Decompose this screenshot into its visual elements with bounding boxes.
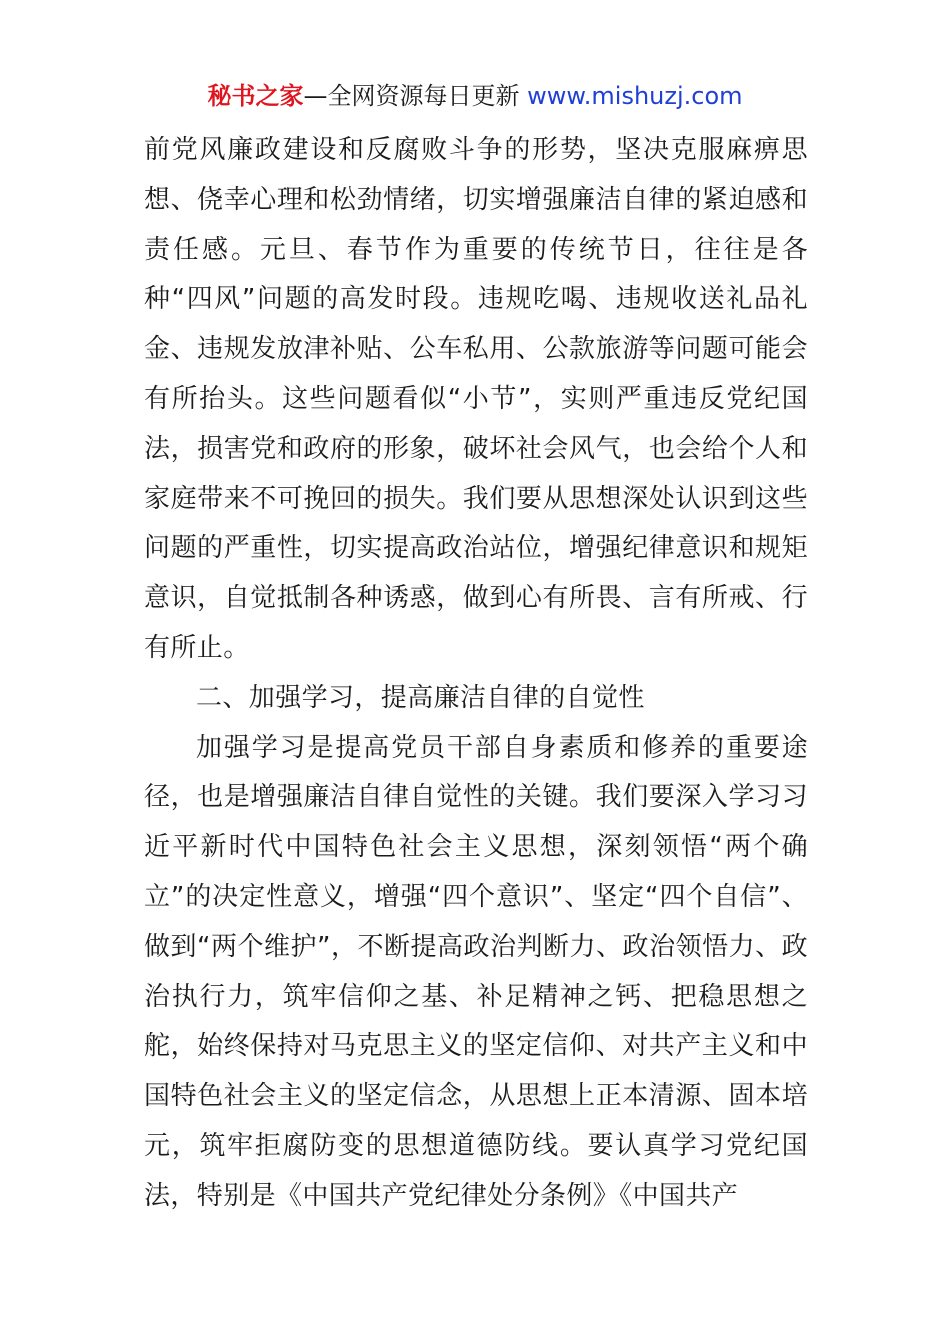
page-header bbox=[0, 80, 950, 112]
brand-name: 秘书之家 bbox=[207, 82, 304, 110]
site-url-link[interactable]: www.mishuzj.com bbox=[527, 82, 743, 110]
section-heading: 二、加强学习，提高廉洁自律的自觉性 bbox=[196, 682, 645, 713]
paragraph: 加强学习是提高党员干部自身素质和修养的重要途径，也是增强廉洁自律自觉性的关键。我们要深入学习习近平新时代中国特色社会主义思想，深刻领悟“两个确立”的决定性意义，增强“四个意识”、坚定“四个自信”、做到“两个维护”，不断提高政治判断力、政治领悟力、政治执行力，筑牢信仰之基、补足精神之钙、把稳思想之舵，始终保持对马克思主义的坚定信仰、对共产主义和中国特色社会主义的坚定信念，从思想上正本清源、固本培元，筑牢拒腐防变的思想道德防线。要认真学习党纪国法，特别是《中国共产党纪律处分条例》《中国共产 bbox=[144, 732, 808, 1211]
header-tagline: —全网资源每日更新 bbox=[303, 82, 520, 110]
paragraph: 前党风廉政建设和反腐败斗争的形势，坚决克服麻痹思想、侥幸心理和松劲情绪，切实增强廉洁自律的紧迫感和责任感。元旦、春节作为重要的传统节日，往往是各种“四风”问题的高发时段。违规吃喝、违规收送礼品礼金、违规发放津补贴、公车私用、公款旅游等问题可能会有所抬头。这些问题看似“小节”，实则严重违反党纪国法，损害党和政府的形象，破坏社会风气，也会给个人和家庭带来不可挽回的损失。我们要从思想深处认识到这些问题的严重性，切实提高政治站位，增强纪律意识和规矩意识，自觉抵制各种诱惑，做到心有所畏、言有所戒、行有所止。 bbox=[144, 135, 808, 663]
document-body bbox=[144, 126, 808, 1222]
